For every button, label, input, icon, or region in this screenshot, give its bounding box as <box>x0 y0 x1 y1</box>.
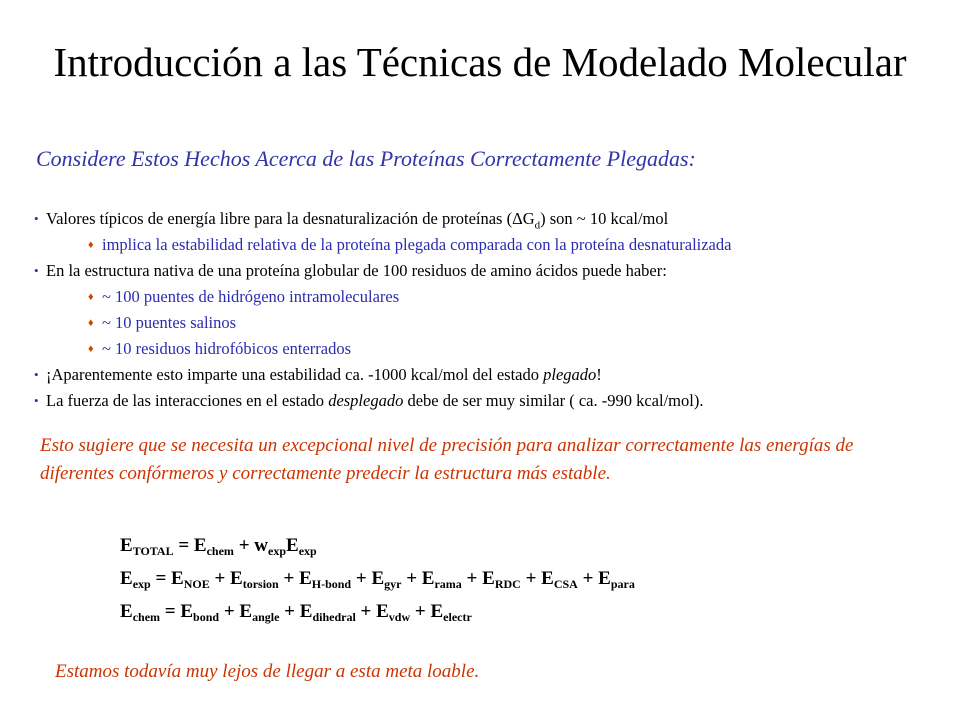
list-item: • ¡Aparentemente esto imparte una estabilidad ca. -1000 kcal/mol del estado plegado! <box>34 362 944 388</box>
list-subitem: ♦ ~ 10 puentes salinos <box>34 310 944 336</box>
diamond-icon: ♦ <box>88 343 94 355</box>
equation-exp: $E_{exp} = E_{NOE} + E_{torsion} + E_{H-bond} + E_{gyr} + E_{rama} + E_{RDC} + E_{CSA} + E_{para}$ <box>120 568 635 591</box>
list-subitem: ♦ ~ 100 puentes de hidrógeno intramoleculares <box>34 284 944 310</box>
equation-total: $E_{TOTAL} = E_{chem} + w_{exp}E_{exp}$ <box>120 535 317 558</box>
bullet-dot-icon: • <box>34 263 39 278</box>
diamond-icon: ♦ <box>88 291 94 303</box>
diamond-icon: ♦ <box>88 317 94 329</box>
equations <box>120 532 635 631</box>
list-item: • En la estructura nativa de una proteína globular de 100 residuos de amino ácidos puede haber: <box>34 258 944 284</box>
slide-title: Introducción a las Técnicas de Modelado Molecular <box>53 39 907 85</box>
list-item: • Valores típicos de energía libre para la desnaturalización de proteínas $(\Delta G_d)$ son ~ 10 kcal/mol <box>34 206 944 232</box>
bullet-dot-icon: • <box>34 211 39 226</box>
list-subitem: ♦ implica la estabilidad relativa de la proteína plegada comparada con la proteína desnaturalizada <box>34 232 944 258</box>
conclusion-text: Esto sugiere que se necesita un excepcional nivel de precisión para analizar correctamente las energías de diferentes confórmeros y correctamente predecir la estructura más estable. <box>40 435 854 484</box>
bullet-dot-icon: • <box>34 393 39 408</box>
list-subitem: ♦ ~ 10 residuos hidrofóbicos enterrados <box>34 336 944 362</box>
footer-note: Estamos todavía muy lejos de llegar a esta meta loable. <box>55 661 480 682</box>
equation-chem: $E_{chem} = E_{bond} + E_{angle} + E_{dihedral} + E_{vdw} + E_{electr}$ <box>120 601 472 624</box>
diamond-icon: ♦ <box>88 239 94 251</box>
bullet-dot-icon: • <box>34 367 39 382</box>
slide-subtitle: Considere Estos Hechos Acerca de las Proteínas Correctamente Plegadas: <box>36 146 696 171</box>
list-item: • La fuerza de las interacciones en el estado desplegado debe de ser muy similar ( ca. -990 kcal/mol). <box>34 388 944 414</box>
facts-list <box>34 206 944 414</box>
